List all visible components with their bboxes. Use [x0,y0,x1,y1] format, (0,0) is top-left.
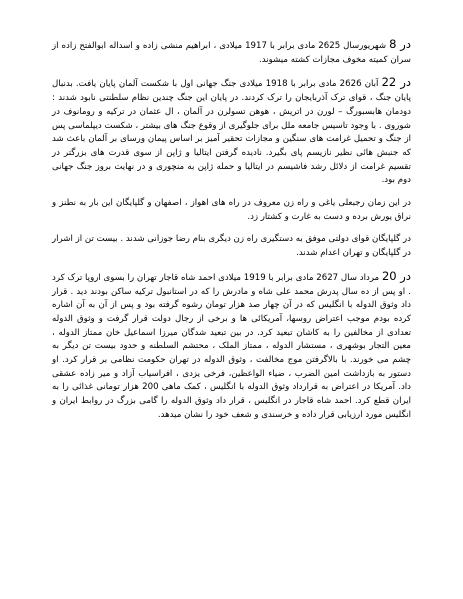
paragraph-5-lead: در 20 [381,268,411,283]
paragraph-2-text: آبان 2626 مادی برابر با 1918 میلادی جنگ جهانی اول با شکست آلمان پایان یافت. بدنبال پایان جنگ ، قوای ترک آذربایجان را ترک کردند. در پایان این جنگ چندین نظام سلطنتی نابود شدند : دودمان هابسبورگ – لورن در اتریش ، هوهن تسولرن در آلمان ، ال عثمان در ترکیه و رومانوف در شوروی . با وجود تاسیس جامعه ملل برای جلوگیری از وقوع جنگ های بیشتر ، شکست دیپلماسی پس از جنگ و تحمیل غرامت های سنگین و مجازات تحقیر آمیز بر اساس پیمان ورسای بر آلمان باعث شد که جنبش هائی نظیر نازیسم پای بگیرد. نادیده گرفتن ایتالیا و ژاپن از سوی قدرت های بزرگتر در تقسیم غرامت از دلائل رشد فاشیسم در ایتالیا و حمله ژاپن به منچوری و در نهایت بروز جنگ جهانی دوم بود. [52,79,411,186]
paragraph-2-lead: در 22 [381,75,411,90]
paragraph-5 [52,270,411,423]
paragraph-3-text: در این زمان رجبعلی یاغی و راه زن معروف در راه های اهواز ، اصفهان و گلپایگان این بار به نطنز و نراق یورش برده و دست به غارت و کشتار زد. [52,198,411,222]
paragraph-1-text: شهریورسال 2625 مادی برابر با 1917 میلادی ، ابراهیم منشی زاده و اسداله ابوالفتح زاده از سران کمیته مخوف مجازات کشته میشوند. [52,41,411,65]
paragraph-2 [52,76,411,188]
paragraph-1-lead: در 8 [389,37,411,51]
paragraph-4 [52,233,411,260]
paragraph-5-text: مرداد سال 2627 مادی برابر با 1919 میلادی احمد شاه قاجار تهران را بسوی اروپا ترک کرد . او پس از ده سال پدرش محمد علی شاه و مادرش را که در استانبول ترکیه ساکن بودند دید . قرار داد وثوق الدوله با انگلیس که در آن چهار صد هزار تومان رشوه گرفته بود و پس از آن به آن اشاره کرده بودم موجب اعتراض روسها، آمریکائی ها و برخی از رجال دولت قرار گرفت و وثوق الدوله تعدادی از مخالفین را به کاشان تبعید کرد. در بین تبعید شدگان میرزا اسماعیل خان ممتاز الدوله ، معین التجار بوشهری ، مستشار الدوله ، ممتاز الملک ، محتشم السلطنه و حدود بیست تن دیگر به چشم می خورند. با بالاگرفتن موج مخالفت ، وثوق الدوله در تهران حکومت نظامی بر قرار کرد. او دستور به بازداشت امین الضرب ، ضیاء الواعظین، فرخی یزدی ، افراسیاب آزاد و میر زاده عشقی داد. آمریکا در اعتراض به قرارداد وثوق الدوله با انگلیس ، کمک ماهی 200 هزار تومانی غذائی را به ایران قطع کرد. احمد شاه قاجار در انگلیس ، قرار داد وثوق الدوله را گامی بزرگ در روابط ایران و انگلیس مورد ارزیابی قرار داده و خرسندی و شعف خود را نشان میدهد. [52,272,411,420]
paragraph-1 [52,38,411,67]
paragraph-3 [52,197,411,224]
paragraph-4-text: در گلپایگان قوای دولتی موفق به دستگیری راه زن دیگری بنام رضا جوزانی شدند . بیست تن از اشرار در گلپایگان و تهران اعدام شدند. [52,234,411,259]
